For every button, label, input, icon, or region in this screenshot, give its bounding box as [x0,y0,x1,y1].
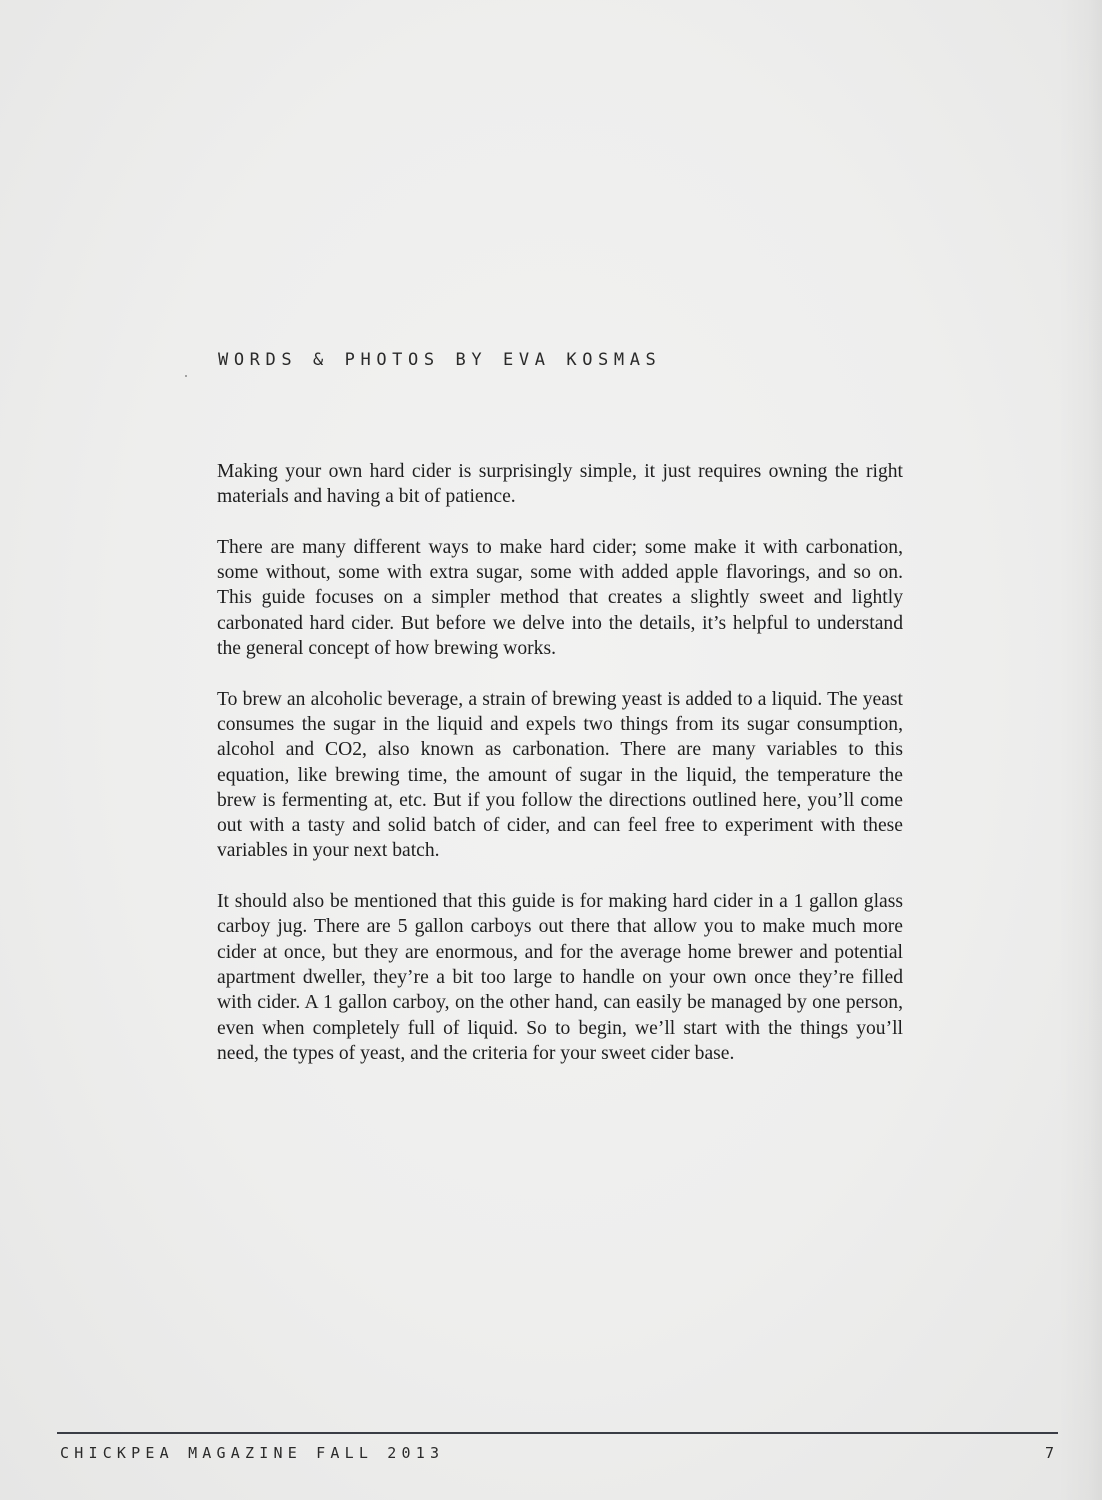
article-paragraph: To brew an alcoholic beverage, a strain of brewing yeast is added to a liquid. The yeast consumes the sugar in the liquid and expels two things from its sugar consumption, alcohol and CO2, also known as carbonation. There are many variables to this equation, like brewing time, the amount of sugar in the liquid, the temperature the brew is fermenting at, etc. But if you follow the directions outlined here, you’ll come out with a tasty and solid batch of cider, and can feel free to experiment with these variables in your next batch. [217,688,903,862]
article-body [217,459,903,1091]
footer-divider [57,1432,1058,1434]
page-edge-shadow [1058,0,1102,1500]
article-paragraph: It should also be mentioned that this guide is for making hard cider in a 1 gallon glass carboy jug. There are 5 gallon carboys out there that allow you to make much more cider at once, but they are enormous, and for the average home brewer and potential apartment dweller, they’re a bit too large to handle on your own once they’re filled with cider. A 1 gallon carboy, on the other hand, can easily be managed by one person, even when completely full of liquid. So to begin, we’ll start with the things you’ll need, the types of yeast, and the criteria for your sweet cider base. [217,891,903,1064]
page-number: 7 [1045,1444,1055,1462]
footer-publication: CHICKPEA MAGAZINE FALL 2013 [60,1444,445,1462]
article-paragraph: Making your own hard cider is surprisingly simple, it just requires owning the right materials and having a bit of patience. [217,461,903,508]
paper-speck [185,375,187,377]
article-paragraph: There are many different ways to make hard cider; some make it with carbonation, some without, some with extra sugar, some with added apple flavorings, and so on. This guide focuses on a simpler method that creates a slightly sweet and lightly carbonated hard cider. But before we delve into the details, it’s helpful to understand the general concept of how brewing works. [217,536,903,660]
byline: WORDS & PHOTOS BY EVA KOSMAS [218,350,662,370]
